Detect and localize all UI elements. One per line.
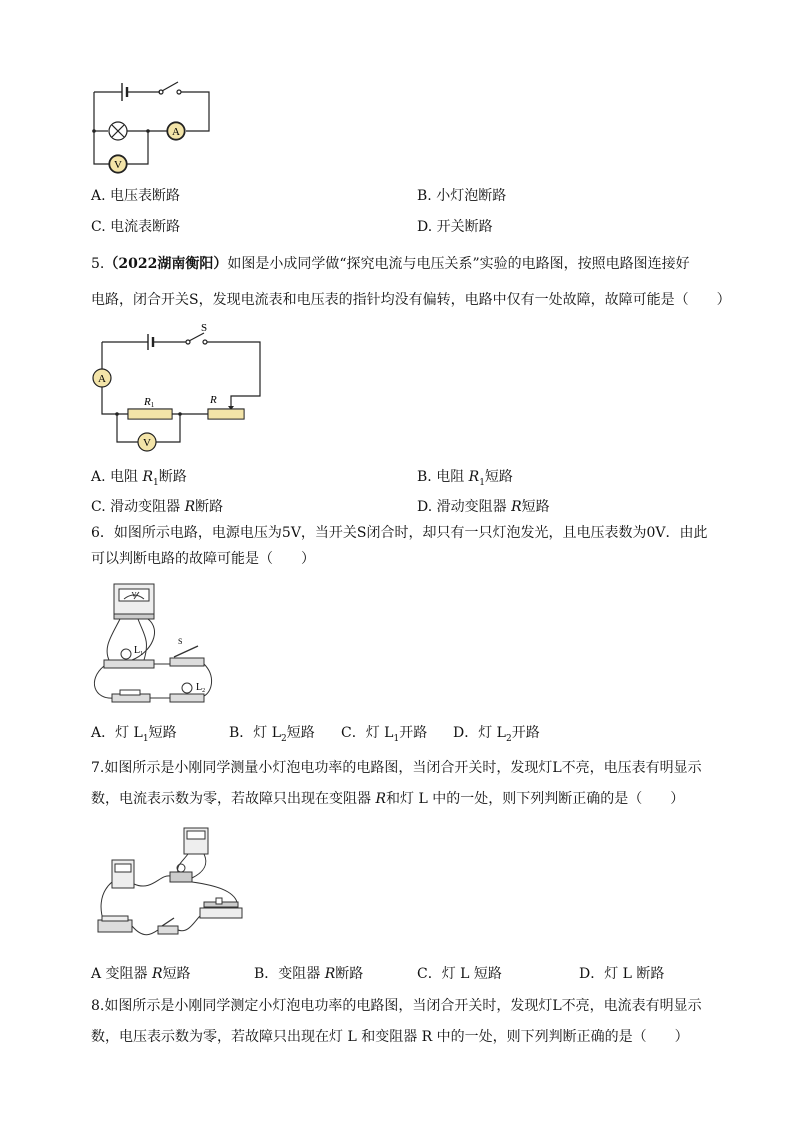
q6-option-b[interactable]: B．灯 $L_2$短路 (229, 725, 315, 744)
q4-option-d[interactable]: D. 开关断路 (417, 219, 493, 235)
q5-question-line2: 电路，闭合开关S，发现电流表和电压表的指针均没有偏转，电路中仅有一处故障，故障可能是（ ） (91, 292, 731, 308)
q5-circuit-diagram (90, 322, 265, 447)
q4-circuit-diagram (88, 78, 218, 178)
q8-question-line2: 数，电压表示数为零，若故障只出现在灯 L 和变阻器 R 中的一处，则下列判断正确的是（ ） (91, 1029, 689, 1045)
q5-stem-1: 如图是小成同学做“探究电流与电压关系”实验的电路图，按照电路图连接好 (227, 256, 690, 272)
q6-option-a[interactable]: A．灯 $L_1$短路 (91, 725, 177, 744)
q5-voltmeter-label: V (143, 437, 151, 449)
q4-voltmeter-label: V (114, 159, 122, 171)
q6-option-d[interactable]: D．灯 $L_2$开路 (453, 725, 540, 744)
q4-option-b[interactable]: B. 小灯泡断路 (417, 188, 507, 204)
q5-question-line1 (91, 254, 690, 274)
q5-option-c[interactable]: C. 滑动变阻器 R断路 (91, 499, 224, 515)
q4-ammeter-label: A (172, 126, 180, 138)
q5-ammeter-label: A (98, 373, 106, 385)
q5-source: （2022湖南衡阳） (104, 256, 228, 272)
q5-r1-label: R1 (144, 396, 155, 409)
q5-number: 5. (91, 256, 105, 272)
q5-option-a[interactable]: A. 电阻 $R_1$断路 (91, 469, 187, 488)
q7-option-d[interactable]: D．灯 L 断路 (579, 966, 665, 982)
q7-circuit-illustration (92, 822, 252, 944)
q4-option-c[interactable]: C. 电流表断路 (91, 219, 181, 235)
q6-l2-label: $L_2$ (196, 682, 206, 694)
q5-option-b[interactable]: B. 电阻 $R_1$短路 (417, 469, 513, 488)
q6-question-line1: 6．如图所示电路，电源电压为5V，当开关S闭合时，却只有一只灯泡发光，且电压表数为0V．由此 (91, 525, 708, 541)
q5-option-d[interactable]: D. 滑动变阻器 R短路 (417, 499, 550, 515)
q6-switch-label: S (178, 637, 183, 646)
q4-option-a[interactable]: A. 电压表断路 (91, 188, 181, 204)
q6-meter-label: V (131, 591, 137, 599)
q6-option-c[interactable]: C．灯 $L_1$开路 (341, 725, 428, 744)
q7-option-c[interactable]: C．灯 L 短路 (417, 966, 502, 982)
q7-question-line2: 数，电流表示数为零，若故障只出现在变阻器 R和灯 L 中的一处，则下列判断正确的是（ ） (91, 791, 685, 807)
q6-l1-label: $L_1$ (134, 645, 144, 657)
q6-question-line2: 可以判断电路的故障可能是（ ） (91, 551, 315, 567)
q8-question-line1: 8.如图所示是小刚同学测定小灯泡电功率的电路图，当闭合开关时，发现灯L不亮，电流表有明显示 (91, 998, 702, 1014)
q7-option-b[interactable]: B．变阻器 R断路 (254, 966, 364, 982)
q7-option-a[interactable]: A 变阻器 R短路 (91, 966, 191, 982)
q5-switch-label: S (201, 322, 208, 334)
q6-circuit-illustration (92, 580, 217, 715)
q7-question-line1: 7.如图所示是小刚同学测量小灯泡电功率的电路图，当闭合开关时，发现灯L不亮，电压表有明显示 (91, 760, 702, 776)
q5-r-label: R (210, 394, 217, 406)
